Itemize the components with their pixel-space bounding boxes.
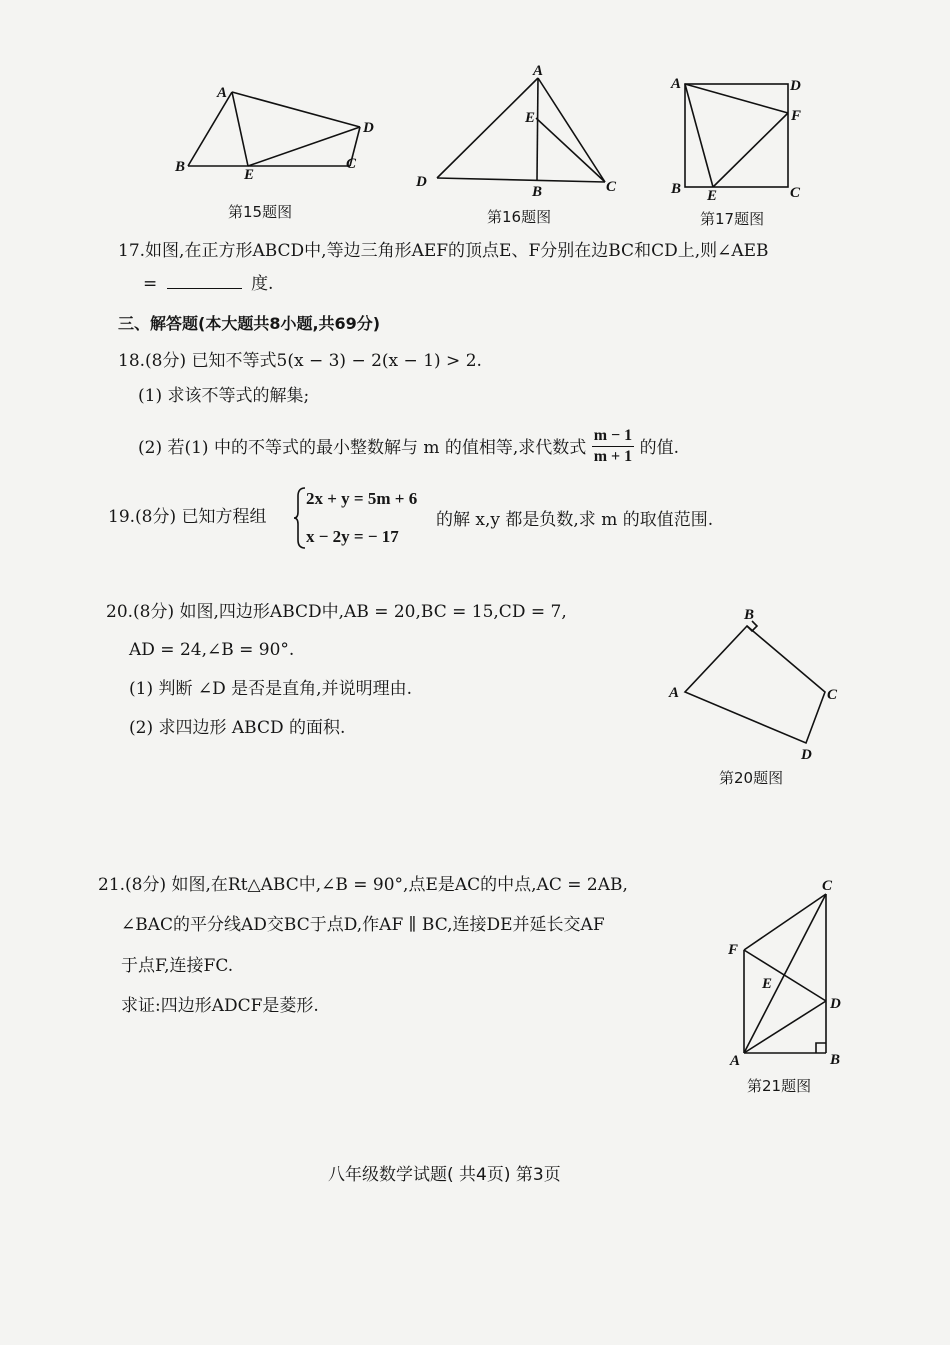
figure-17-caption: 第17题图 <box>700 210 765 228</box>
f20-label-d: D <box>801 747 812 763</box>
f15-label-a: A <box>217 85 228 101</box>
f21-label-c: C <box>822 878 833 894</box>
figure-17 <box>665 70 825 214</box>
f17-label-b: B <box>671 181 682 197</box>
q17-unit: 度. <box>251 274 274 294</box>
q18-frac-numerator: m − 1 <box>592 426 634 447</box>
figure-15 <box>170 80 390 194</box>
q20-line1: 20.(8分) 如图,四边形ABCD中,AB = 20,BC = 15,CD = 7, <box>106 602 567 622</box>
f16-label-c: C <box>606 179 617 195</box>
f17-label-f: F <box>791 108 802 124</box>
f16-label-b: B <box>532 184 543 200</box>
figure-16 <box>410 60 630 204</box>
f20-label-b: B <box>744 607 755 623</box>
figure-17-diagram <box>665 70 825 210</box>
q19-equation-1: 2x + y = 5m + 6 <box>306 489 418 508</box>
f21-label-d: D <box>830 996 841 1012</box>
section-3-heading: 三、解答题(本大题共8小题,共69分) <box>118 314 381 333</box>
f21-label-b: B <box>830 1052 841 1068</box>
q18-part2-prefix: (2) 若(1) 中的不等式的最小整数解与 m 的值相等,求代数式 <box>138 438 587 458</box>
page-footer: 八年级数学试题( 共4页) 第3页 <box>328 1165 561 1185</box>
q20-part1: (1) 判断 ∠D 是否是直角,并说明理由. <box>129 679 412 699</box>
q17-equals: = <box>143 274 158 294</box>
brace-icon <box>293 486 307 550</box>
f16-label-e: E <box>525 110 536 126</box>
q19-suffix: 的解 x,y 都是负数,求 m 的取值范围. <box>436 510 714 530</box>
figure-21 <box>720 870 860 1074</box>
f16-label-d: D <box>416 174 427 190</box>
f20-label-c: C <box>827 687 838 703</box>
f20-label-a: A <box>669 685 680 701</box>
f21-label-a: A <box>730 1053 741 1069</box>
q18-stem: 18.(8分) 已知不等式5(x − 3) − 2(x − 1) > 2. <box>118 351 482 371</box>
q19-brace <box>293 486 307 554</box>
figure-21-diagram <box>720 870 860 1070</box>
f17-label-a: A <box>671 76 682 92</box>
f15-label-e: E <box>244 167 255 183</box>
figure-16-diagram <box>410 60 630 200</box>
q18-part2 <box>138 427 679 467</box>
f21-label-f: F <box>728 942 739 958</box>
q18-part2-suffix: 的值. <box>639 438 679 458</box>
q19-equation-2: x − 2y = − 17 <box>306 527 399 546</box>
f17-label-d: D <box>790 78 801 94</box>
figure-20-diagram <box>665 600 855 765</box>
q17-line2 <box>143 270 273 295</box>
figure-15-diagram <box>170 80 390 190</box>
f15-label-b: B <box>175 159 186 175</box>
figure-20 <box>665 600 855 769</box>
q20-line2: AD = 24,∠B = 90°. <box>129 640 295 660</box>
f16-label-a: A <box>533 63 544 79</box>
q17-line1: 17.如图,在正方形ABCD中,等边三角形AEF的顶点E、F分别在边BC和CD上,则∠AEB <box>118 241 769 261</box>
q17-answer-blank[interactable] <box>167 270 242 289</box>
f15-label-d: D <box>363 120 374 136</box>
q21-line1: 21.(8分) 如图,在Rt△ABC中,∠B = 90°,点E是AC的中点,AC = 2AB, <box>98 875 628 895</box>
q19-prefix: 19.(8分) 已知方程组 <box>108 507 267 527</box>
q21-line4: 求证:四边形ADCF是菱形. <box>121 996 319 1016</box>
f21-label-e: E <box>762 976 773 992</box>
q18-part1: (1) 求该不等式的解集; <box>138 386 310 406</box>
figure-16-caption: 第16题图 <box>487 208 552 226</box>
figure-20-caption: 第20题图 <box>719 769 784 787</box>
q18-fraction <box>592 426 634 467</box>
figure-15-caption: 第15题图 <box>228 203 293 221</box>
f15-label-c: C <box>346 156 357 172</box>
q18-frac-denominator: m + 1 <box>593 448 633 465</box>
f17-label-e: E <box>707 188 718 204</box>
figure-21-caption: 第21题图 <box>747 1077 812 1095</box>
q21-line3: 于点F,连接FC. <box>121 956 234 976</box>
q21-line2: ∠BAC的平分线AD交BC于点D,作AF ∥ BC,连接DE并延长交AF <box>121 915 605 935</box>
f17-label-c: C <box>790 185 801 201</box>
q20-part2: (2) 求四边形 ABCD 的面积. <box>129 718 346 738</box>
